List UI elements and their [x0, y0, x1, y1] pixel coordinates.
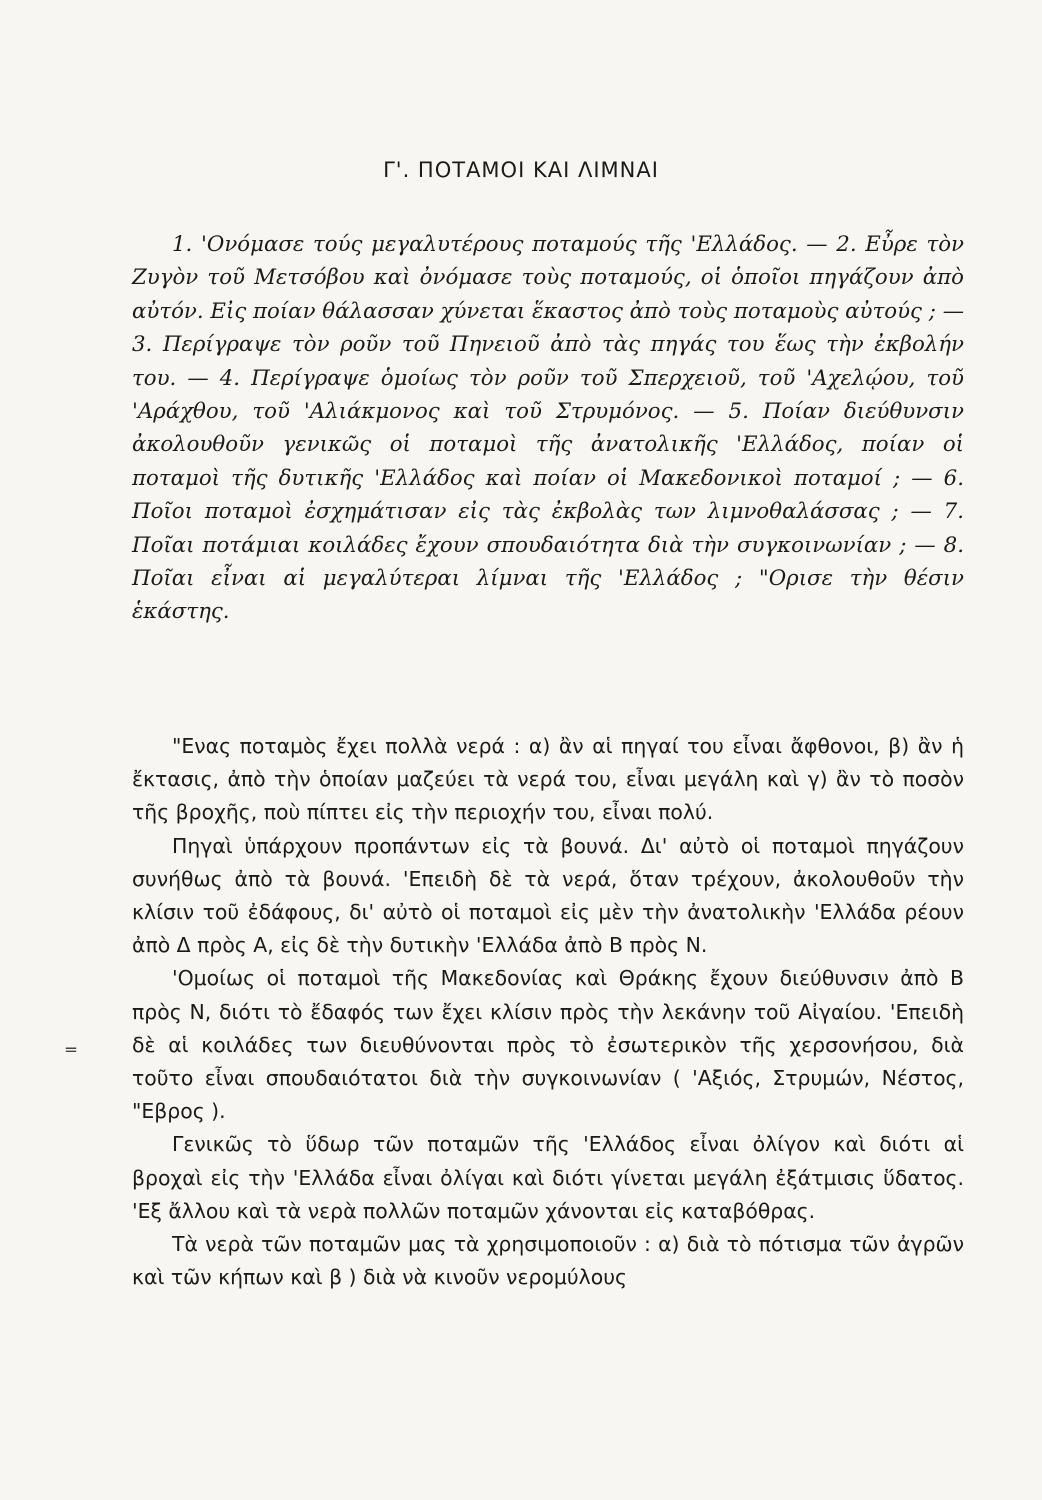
- paragraph-rivers-water: "Ενας ποταμὸς ἔχει πολλὰ νερά : α) ἂν αἱ πηγαί του εἶναι ἄφθονοι, β) ἂν ἡ ἔκτασις, ἀπὸ τὴν ὁποίαν μαζεύει τὰ νερά του, εἶναι μεγάλη καὶ γ) ἂν τὸ ποσὸν τῆς βροχῆς, ποὺ πίπτει εἰς τὴν περιοχήν του, εἶναι πολύ.: [132, 734, 964, 825]
- review-questions: 1. 'Ονόμασε τούς μεγαλυτέρους ποταμούς τῆς 'Ελλάδος. — 2. Εὖρε τὸν Ζυγὸν τοῦ Μετσόβου καὶ ὀνόμασε τοὺς ποταμούς, οἱ ὁποῖοι πηγάζουν ἀπὸ αὐτόν. Εἰς ποίαν θάλασσαν χύνεται ἕκαστος ἀπὸ τοὺς ποταμοὺς αὐτούς ; — 3. Περίγραψε τὸν ροῦν τοῦ Πηνειοῦ ἀπὸ τὰς πηγάς του ἕως τὴν ἐκβολήν του. — 4. Περίγραψε ὁμοίως τὸν ροῦν τοῦ Σπερχειοῦ, τοῦ 'Αχελῴου, τοῦ 'Αράχθου, τοῦ 'Αλιάκμονος καὶ τοῦ Στρυμόνος. — 5. Ποίαν διεύθυνσιν ἀκολουθοῦν γενικῶς οἱ ποταμοὶ τῆς ἀνατολικῆς 'Ελλάδος, ποίαν οἱ ποταμοὶ τῆς δυτικῆς 'Ελλάδος καὶ ποίαν οἱ Μακεδονικοὶ ποταμοί ; — 6. Ποῖοι ποταμοὶ ἐσχημάτισαν εἰς τὰς ἐκβολὰς των λιμνοθαλάσσας ; — 7. Ποῖαι ποτάμιαι κοιλάδες ἔχουν σπουδαιότητα διὰ τὴν συγκοινωνίαν ; — 8. Ποῖαι εἶναι αἱ μεγαλύτεραι λίμναι τῆς 'Ελλάδος ; "Ορισε τὴν θέσιν ἑκάστης.: [132, 232, 964, 625]
- paragraph-macedonia-thrace: 'Ομοίως οἱ ποταμοὶ τῆς Μακεδονίας καὶ Θράκης ἔχουν διεύθυνσιν ἀπὸ Β πρὸς Ν, διότι τὸ ἔδαφός των ἔχει κλίσιν πρὸς τὴν λεκάνην τοῦ Αἰγαίου. 'Επειδὴ δὲ αἱ κοιλάδες των διευθύνονται πρὸς τὸ ἐσωτερικὸν τῆς χερσονήσου, διὰ τοῦτο εἶναι σπουδαιότατοι διὰ τὴν συγκοινωνίαν ( 'Αξιός, Στρυμών, Νέστος, "Εβρος ).: [132, 966, 964, 1124]
- margin-dash-mark: ‗: [66, 1028, 76, 1052]
- body-text: [132, 730, 964, 1294]
- paragraph-sources-direction: Πηγαὶ ὑπάρχουν προπάντων εἰς τὰ βουνά. Δι' αὐτὸ οἱ ποταμοὶ πηγάζουν συνήθως ἀπὸ τὰ βουνά. 'Επειδὴ δὲ τὰ νερά, ὅταν τρέχουν, ἀκολουθοῦν τὴν κλίσιν τοῦ ἐδάφους, δι' αὐτὸ οἱ ποταμοὶ εἰς μὲν τὴν ἀνατολικὴν 'Ελλάδα ρέουν ἀπὸ Δ πρὸς Α, εἰς δὲ τὴν δυτικὴν 'Ελλάδα ἀπὸ Β πρὸς Ν.: [132, 833, 964, 958]
- paragraph-water-scarcity: Γενικῶς τὸ ὕδωρ τῶν ποταμῶν τῆς 'Ελλάδος εἶναι ὀλίγον καὶ διότι αἱ βροχαὶ εἰς τὴν 'Ελλάδα εἶναι ὀλίγαι καὶ διότι γίνεται μεγάλη ἐξάτμισις ὕδατος. 'Εξ ἄλλου καὶ τὰ νερὰ πολλῶν ποταμῶν χάνονται εἰς καταβόθρας.: [132, 1132, 964, 1223]
- section-heading: Γ'. ΠΟΤΑΜΟΙ ΚΑΙ ΛΙΜΝΑΙ: [383, 158, 659, 182]
- paragraph-water-uses: Τὰ νερὰ τῶν ποταμῶν μας τὰ χρησιμοποιοῦν : α) διὰ τὸ πότισμα τῶν ἀγρῶν καὶ τῶν κήπων καὶ β ) διὰ νὰ κινοῦν νερομύλους: [132, 1232, 964, 1290]
